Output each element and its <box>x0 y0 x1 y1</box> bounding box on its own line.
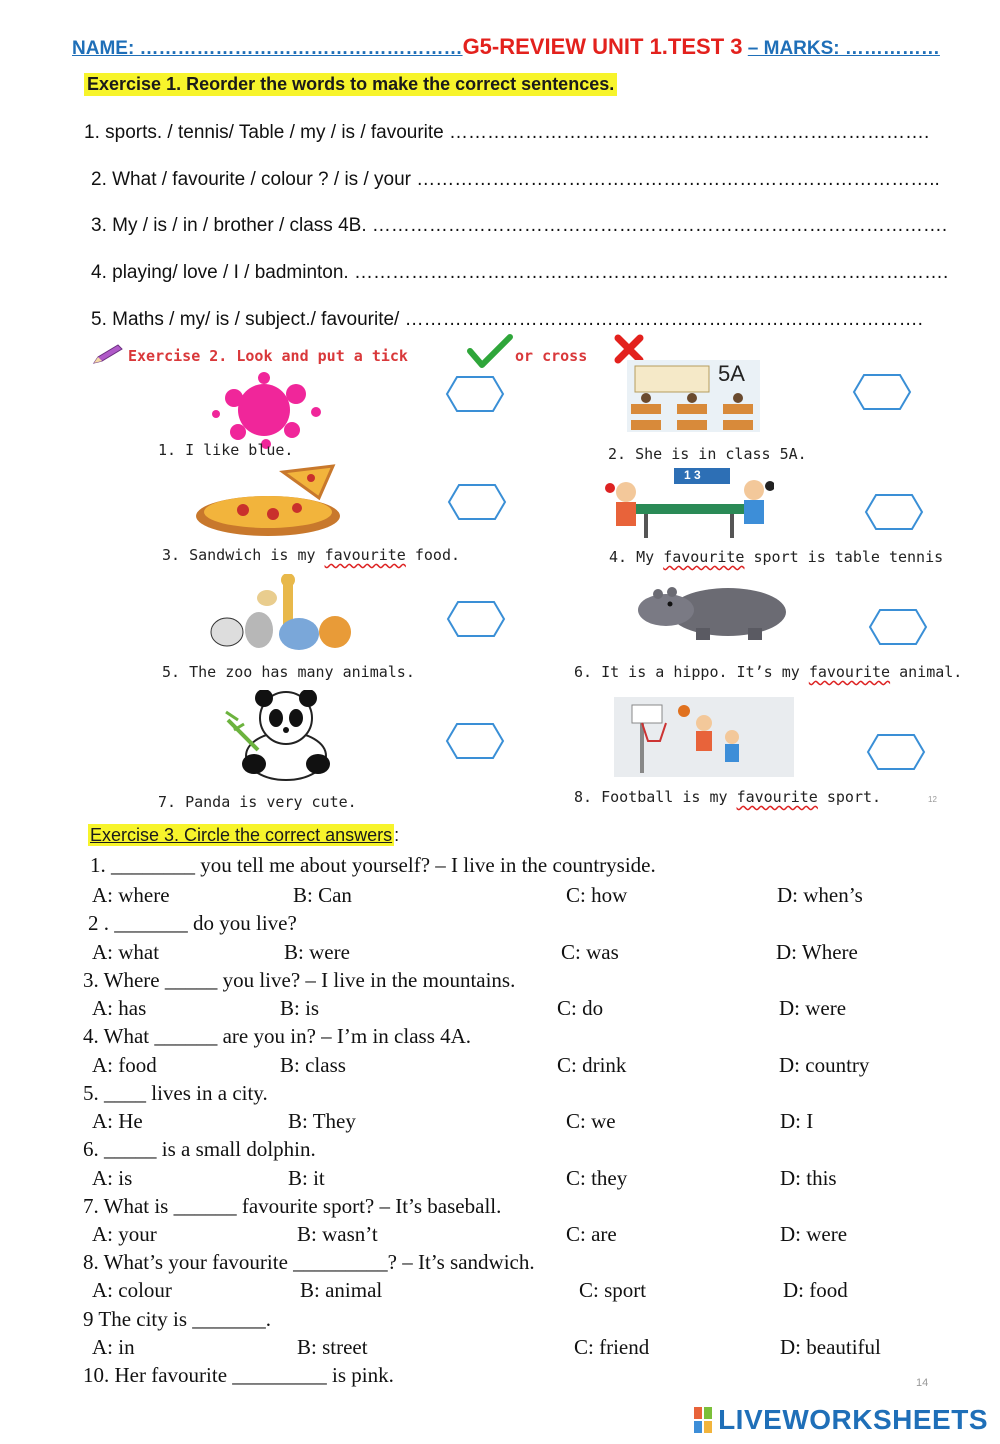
caption-7: 7. Panda is very cute. <box>158 793 357 811</box>
option-d[interactable]: D: beautiful <box>780 1335 881 1359</box>
option-d[interactable]: D: Where <box>776 940 858 964</box>
question-6: 6. _____ is a small dolphin. <box>83 1137 316 1161</box>
option-d[interactable]: D: were <box>779 996 847 1020</box>
option-a[interactable]: A: your <box>92 1222 157 1246</box>
option-b[interactable]: B: They <box>288 1109 356 1133</box>
ex1-item[interactable]: 5. Maths / my/ is / subject./ favourite/ ………………………………………………………………………. <box>91 309 923 330</box>
answer-hexagon-3[interactable] <box>447 483 507 521</box>
caption-8: 8. Football is my favourite sport. <box>574 788 882 806</box>
option-a[interactable]: A: where <box>92 883 170 907</box>
option-a[interactable]: A: colour <box>92 1278 172 1302</box>
option-d[interactable]: D: when’s <box>777 883 863 907</box>
caption-5: 5. The zoo has many animals. <box>162 663 415 681</box>
option-d[interactable]: D: I <box>780 1109 814 1133</box>
option-c[interactable]: C: are <box>566 1222 617 1246</box>
exercise-3-title: Exercise 3. Circle the correct answers : <box>90 825 400 845</box>
option-c[interactable]: C: they <box>566 1166 628 1190</box>
question-8: 8. What’s your favourite _________? – It’s sandwich. <box>83 1250 535 1274</box>
exercise-2-title: Exercise 2. Look and put a tick <box>128 347 408 365</box>
option-c[interactable]: C: do <box>557 996 604 1020</box>
caption-1: 1. I like blue. <box>158 441 294 459</box>
caption-6: 6. It is a hippo. It’s my favourite animal. <box>574 663 963 681</box>
pizza-image <box>193 462 348 540</box>
answer-hexagon-7[interactable] <box>445 722 505 760</box>
option-c[interactable]: C: how <box>566 883 628 907</box>
worksheet-header <box>72 34 940 60</box>
option-c[interactable]: C: was <box>561 940 619 964</box>
marks-label: – MARKS: …………… <box>747 38 940 59</box>
option-a[interactable]: A: in <box>92 1335 135 1359</box>
option-b[interactable]: B: wasn’t <box>297 1222 378 1246</box>
option-b[interactable]: B: street <box>297 1335 368 1359</box>
worksheet-title: G5-REVIEW UNIT 1.TEST 3 <box>462 34 743 59</box>
answer-hexagon-2[interactable] <box>852 373 912 411</box>
pencil-icon <box>92 343 124 365</box>
option-b[interactable]: B: Can <box>293 883 352 907</box>
scoreboard-text: 1 3 <box>684 468 701 482</box>
option-c[interactable]: C: we <box>566 1109 616 1133</box>
ex1-item[interactable]: 4. playing/ love / I / badminton. …………………………………………………………………………………. <box>91 262 949 283</box>
caption-3: 3. Sandwich is my favourite food. <box>162 546 461 564</box>
option-d[interactable]: D: country <box>779 1053 870 1077</box>
option-d[interactable]: D: this <box>780 1166 837 1190</box>
answer-hexagon-1[interactable] <box>445 375 505 413</box>
option-c[interactable]: C: drink <box>557 1053 627 1077</box>
option-a[interactable]: A: food <box>92 1053 157 1077</box>
logo-text: LIVEWORKSHEETS <box>718 1404 988 1435</box>
ex1-item[interactable]: 2. What / favourite / colour ? / is / your ……………………………………………………………………….. <box>91 169 940 190</box>
option-a[interactable]: A: is <box>92 1166 133 1190</box>
exercise-1-title: Exercise 1. Reorder the words to make the correct sentences. <box>84 73 617 96</box>
caption-4: 4. My favourite sport is table tennis <box>609 548 944 566</box>
question-5: 5. ____ lives in a city. <box>83 1081 268 1105</box>
liveworksheets-logo[interactable] <box>694 1404 988 1436</box>
option-c[interactable]: C: sport <box>579 1278 647 1302</box>
option-b[interactable]: B: animal <box>300 1278 383 1302</box>
class-5a-label: 5A <box>718 361 745 386</box>
option-d[interactable]: D: food <box>783 1278 848 1302</box>
question-3: 3. Where _____ you live? – I live in the mountains. <box>83 968 516 992</box>
zoo-animals-image <box>207 574 355 654</box>
option-c[interactable]: C: friend <box>574 1335 650 1359</box>
panda-image <box>214 690 354 782</box>
tick-icon <box>466 333 514 369</box>
option-b[interactable]: B: class <box>280 1053 346 1077</box>
answer-hexagon-8[interactable] <box>866 733 926 771</box>
page-number: 14 <box>916 1377 929 1389</box>
question-2: 2 . _______ do you live? <box>88 911 297 935</box>
logo-badge-icon <box>694 1407 712 1433</box>
option-a[interactable]: A: has <box>92 996 147 1020</box>
basketball-image <box>614 697 794 777</box>
paint-splash-image <box>204 370 329 450</box>
ex1-item[interactable]: 1. sports. / tennis/ Table / my / is / favourite …………………………………………………………………. <box>84 122 930 143</box>
question-1: 1. ________ you tell me about yourself? – I live in the countryside. <box>90 853 656 877</box>
option-b[interactable]: B: is <box>280 996 320 1020</box>
option-a[interactable]: A: He <box>92 1109 143 1133</box>
option-d[interactable]: D: were <box>780 1222 848 1246</box>
answer-hexagon-6[interactable] <box>868 608 928 646</box>
answer-hexagon-5[interactable] <box>446 600 506 638</box>
question-9: 9 The city is _______. <box>83 1307 272 1331</box>
or-cross-label: or cross <box>515 347 588 365</box>
hippo-image <box>636 584 794 642</box>
question-4: 4. What ______ are you in? – I’m in class 4A. <box>83 1024 472 1048</box>
name-label: NAME: …………………………………………… <box>72 38 463 59</box>
option-b[interactable]: B: were <box>284 940 350 964</box>
answer-hexagon-4[interactable] <box>864 493 924 531</box>
option-b[interactable]: B: it <box>288 1166 325 1190</box>
small-page-number: 12 <box>928 795 937 804</box>
question-10: 10. Her favourite _________ is pink. <box>83 1363 394 1387</box>
question-7: 7. What is ______ favourite sport? – It’s baseball. <box>83 1194 502 1218</box>
caption-2: 2. She is in class 5A. <box>608 445 807 463</box>
option-a[interactable]: A: what <box>92 940 160 964</box>
ex1-item[interactable]: 3. My / is / in / brother / class 4B. ………………………………………………………………………………. <box>91 215 948 236</box>
